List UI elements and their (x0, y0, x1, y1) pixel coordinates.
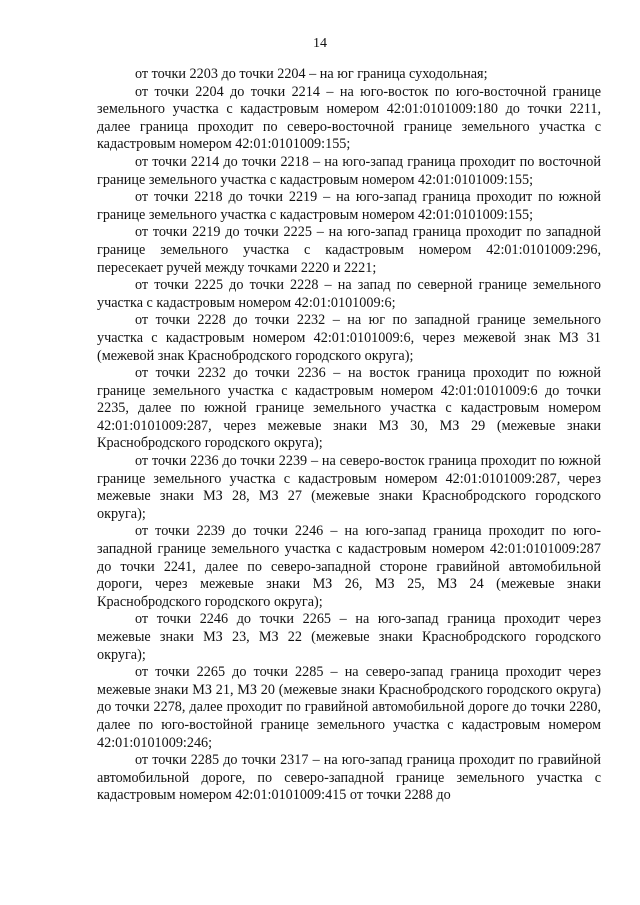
paragraph: от точки 2218 до точки 2219 – на юго-запад граница проходит по южной границе земельного участка с кадастровым номером 42:01:0101009:155; (97, 189, 601, 223)
page-number: 14 (313, 36, 327, 51)
document-body (97, 66, 601, 805)
paragraph: от точки 2204 до точки 2214 – на юго-восток по юго-восточной границе земельного участка с кадастровым номером 42:01:0101009:180 до точки 2211, далее граница проходит по северо-восточной границе земельного участка с кадастровым номером 42:01:0101009:155; (97, 83, 601, 153)
paragraph: от точки 2203 до точки 2204 – на юг граница суходольная; (135, 66, 488, 82)
paragraph: от точки 2239 до точки 2246 – на юго-запад граница проходит по юго-западной границе земельного участка с кадастровым номером 42:01:0101009:287 до точки 2241, далее по северо-западной стороне гравийной автомобильной дороги, через межевые знаки МЗ 26, МЗ 25, МЗ 24 (межевые знаки Краснобродского городского округа); (97, 523, 601, 610)
paragraph: от точки 2265 до точки 2285 – на северо-запад граница проходит через межевые знаки МЗ 21, МЗ 20 (межевые знаки Краснобродского городского округа) до точки 2278, далее проходит по гравийной автомобильной дороге до точки 2280, далее по юго-востойной границе земельного участка с кадастровым номером 42:01:0101009:246; (97, 664, 601, 751)
paragraph: от точки 2236 до точки 2239 – на северо-восток граница проходит по южной границе земельного участка с кадастровым номером 42:01:0101009:287, через межевые знаки МЗ 28, МЗ 27 (межевые знаки Краснобродского городского округа); (97, 453, 601, 522)
paragraph: от точки 2228 до точки 2232 – на юг по западной границе земельного участка с кадастровым номером 42:01:0101009:6, через межевой знак МЗ 31 (межевой знак Краснобродского городского округа); (97, 312, 601, 364)
paragraph: от точки 2246 до точки 2265 – на юго-запад граница проходит через межевые знаки МЗ 23, МЗ 22 (межевые знаки Краснобродского городского округа); (97, 611, 601, 663)
paragraph: от точки 2225 до точки 2228 – на запад по северной границе земельного участка с кадастровым номером 42:01:0101009:6; (97, 277, 601, 311)
paragraph: от точки 2232 до точки 2236 – на восток граница проходит по южной границе земельного участка с кадастровым номером 42:01:0101009:6 до точки 2235, далее по южной границе земельного участка с кадастровым номером 42:01:0101009:287, через межевые знаки МЗ 30, МЗ 29 (межевые знаки Краснобродского городского округа); (97, 365, 601, 452)
paragraph: от точки 2214 до точки 2218 – на юго-запад граница проходит по восточной границе земельного участка с кадастровым номером 42:01:0101009:155; (97, 153, 601, 188)
paragraph: от точки 2219 до точки 2225 – на юго-запад граница проходит по западной границе земельного участка с кадастровым номером 42:01:0101009:296, пересекает ручей между точками 2220 и 2221; (97, 224, 601, 276)
paragraph: от точки 2285 до точки 2317 – на юго-запад граница проходит по гравийной автомобильной дороге, по северо-западной границе земельного участка с кадастровым номером 42:01:0101009:415 от точки 2288 до (97, 752, 601, 804)
